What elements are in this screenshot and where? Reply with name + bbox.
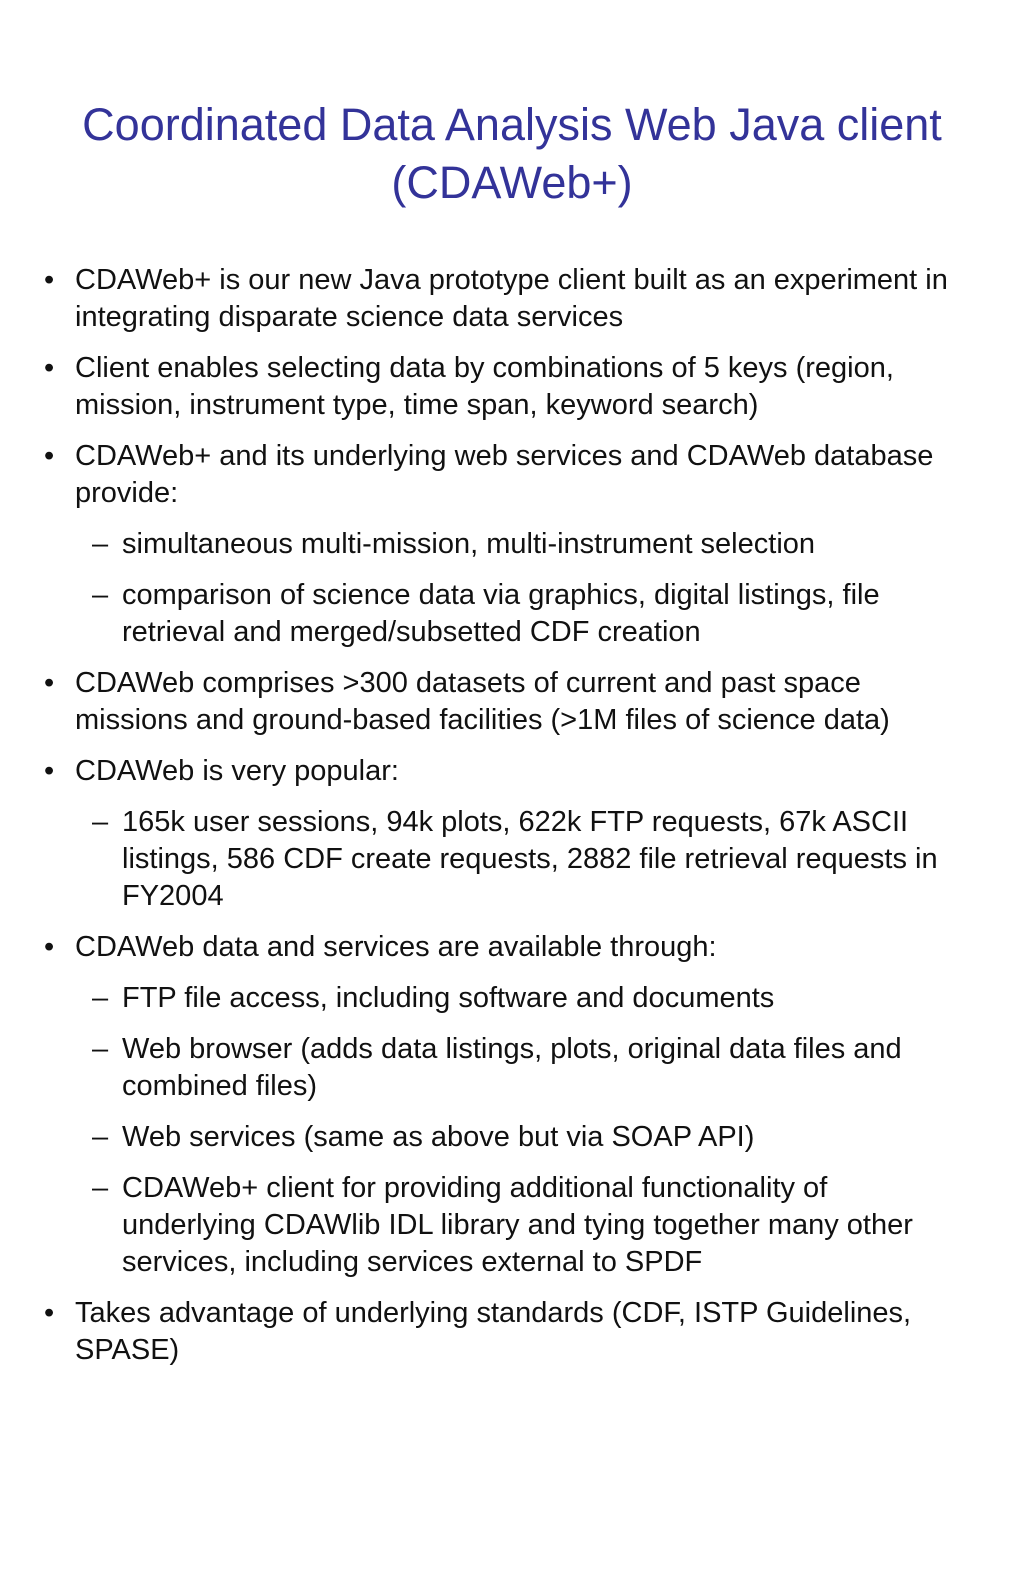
sub-bullet-text: CDAWeb+ client for providing additional functionality of underlying CDAWlib IDL library and tying together many other services, including services external to SPDF (122, 1172, 913, 1278)
bullet-marker: • (44, 264, 55, 296)
bullet-marker: • (44, 931, 55, 963)
sub-bullet-marker: – (92, 1172, 109, 1204)
sub-bullet-marker: – (92, 528, 109, 560)
bullet-item (0, 438, 1024, 651)
bullet-text: CDAWeb comprises >300 datasets of current and past space missions and ground-based facilities (>1M files of science data) (75, 667, 890, 736)
sub-bullet-text: Web services (same as above but via SOAP API) (122, 1121, 755, 1153)
sub-bullet-text: 165k user sessions, 94k plots, 622k FTP requests, 67k ASCII listings, 586 CDF create requests, 2882 file retrieval requests in FY2004 (122, 806, 938, 912)
sub-bullet-marker: – (92, 1033, 109, 1065)
sub-bullet-marker: – (92, 982, 109, 1014)
sub-bullet-list (75, 804, 964, 915)
bullet-marker: • (44, 667, 55, 699)
bullet-marker: • (44, 440, 55, 472)
slide-title: Coordinated Data Analysis Web Java client (CDAWeb+) (82, 99, 942, 208)
bullet-text: CDAWeb+ and its underlying web services and CDAWeb database provide: (75, 440, 934, 509)
bullet-item (0, 753, 1024, 915)
bullet-item (0, 1295, 1024, 1369)
bullet-marker: • (44, 1297, 55, 1329)
sub-bullet-item (0, 1119, 964, 1156)
sub-bullet-item (0, 1031, 964, 1105)
sub-bullet-text: Web browser (adds data listings, plots, original data files and combined files) (122, 1033, 902, 1102)
sub-bullet-text: simultaneous multi-mission, multi-instrument selection (122, 528, 816, 560)
bullet-item (0, 262, 1024, 336)
sub-bullet-item (0, 1170, 964, 1281)
sub-bullet-text: FTP file access, including software and documents (122, 982, 775, 1014)
bullet-text: Takes advantage of underlying standards (CDF, ISTP Guidelines, SPASE) (75, 1297, 912, 1366)
sub-bullet-text: comparison of science data via graphics, digital listings, file retrieval and merged/subsetted CDF creation (122, 579, 880, 648)
sub-bullet-list (75, 980, 964, 1281)
sub-bullet-item (0, 577, 964, 651)
bullet-marker: • (44, 352, 55, 384)
sub-bullet-marker: – (92, 1121, 109, 1153)
sub-bullet-item (0, 804, 964, 915)
sub-bullet-marker: – (92, 806, 109, 838)
bullet-text: CDAWeb data and services are available through: (75, 931, 717, 963)
bullet-marker: • (44, 755, 55, 787)
bullet-text: Client enables selecting data by combinations of 5 keys (region, mission, instrument type, time span, keyword search) (75, 352, 894, 421)
sub-bullet-marker: – (92, 579, 109, 611)
sub-bullet-list (75, 526, 964, 651)
sub-bullet-item (0, 526, 964, 563)
bullet-text: CDAWeb+ is our new Java prototype client built as an experiment in integrating disparate science data services (75, 264, 948, 333)
bullet-list (0, 262, 1024, 1383)
bullet-text: CDAWeb is very popular: (75, 755, 399, 787)
sub-bullet-item (0, 980, 964, 1017)
bullet-item (0, 665, 1024, 739)
bullet-item (0, 929, 1024, 1281)
bullet-item (0, 350, 1024, 424)
